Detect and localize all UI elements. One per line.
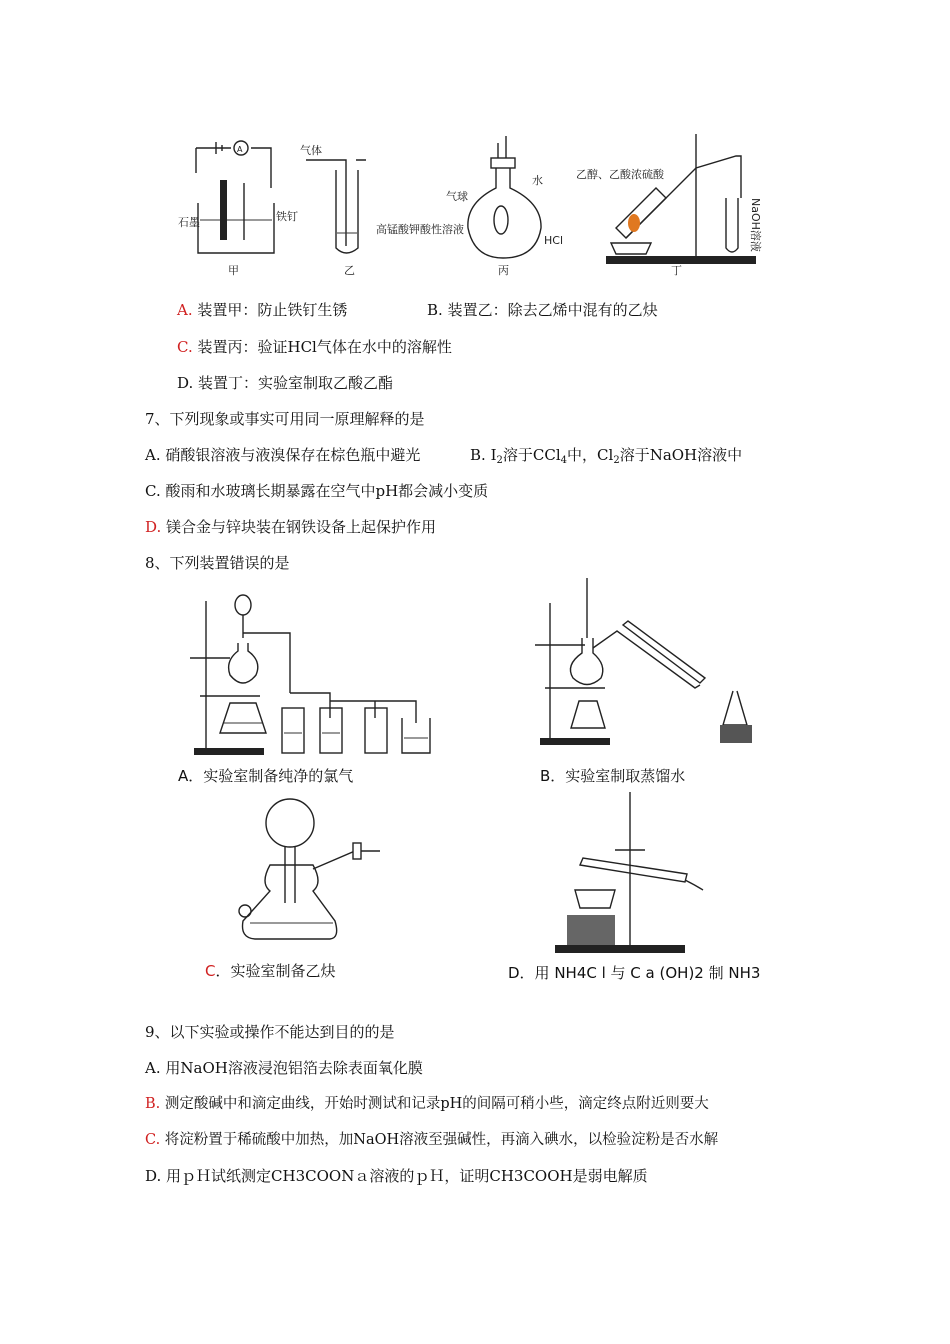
q7-option-d-letter: D.: [145, 518, 162, 536]
q7-stem: 7、下列现象或事实可用同一原理解释的是: [145, 410, 425, 428]
q9-option-d-text: 用ｐＨ试纸测定CH3COONａ溶液的ｐＨ，证明CH3COOH是弱电解质: [166, 1167, 648, 1185]
apparatus-bing: [446, 128, 576, 278]
q9-option-a-letter: A.: [145, 1059, 161, 1077]
q6-option-d-letter: D.: [177, 374, 194, 392]
q6-option-a-text: 装置甲：防止铁钉生锈: [197, 301, 348, 319]
apparatus-ding: [576, 128, 776, 278]
q7-option-b-letter: B.: [470, 446, 486, 464]
q8-caption-d: D．用 NH4C l 与 C a (OH)2 制 NH3: [508, 964, 761, 982]
apparatus-q8-a: [190, 593, 440, 758]
bing-label-balloon: 气球: [446, 190, 468, 203]
q7-option-d-text: 镁合金与锌块装在钢铁设备上起保护作用: [166, 518, 437, 536]
q6-option-b-text: 装置乙：除去乙烯中混有的乙炔: [447, 301, 658, 319]
figure-strip-top: [176, 128, 776, 278]
q9-option-c-letter: C.: [145, 1132, 161, 1148]
q7-option-a: [145, 445, 420, 465]
jia-label-left: 石墨: [178, 216, 200, 229]
q9-option-a-text: 用NaOH溶液浸泡铝箔去除表面氧化膜: [165, 1059, 423, 1077]
q7-option-b-text-2: 溶于CCl: [502, 446, 561, 464]
q8-caption-b: B．实验室制取蒸馏水: [540, 767, 686, 785]
q8-caption-c: [205, 960, 336, 981]
q9-option-c-text: 将淀粉置于稀硫酸中加热，加NaOH溶液至强碱性，再滴入碘水，以检验淀粉是否水解: [164, 1132, 719, 1148]
apparatus-jia: [176, 128, 298, 278]
q9-option-a: [145, 1058, 423, 1078]
q7-option-c-letter: C.: [145, 482, 161, 500]
q7-option-a-text: 硝酸银溶液与液溴保存在棕色瓶中避光: [165, 446, 421, 464]
q7-option-c: [145, 481, 488, 501]
q6-option-d-text: 装置丁：实验室制取乙酸乙酯: [198, 374, 394, 392]
bing-label-water: 水: [532, 174, 543, 187]
bing-name: 丙: [498, 264, 509, 277]
q9-option-d-letter: D.: [145, 1167, 162, 1185]
q8-caption-c-letter: C: [205, 962, 216, 980]
q6-option-c-text: 装置丙：验证HCl气体在水中的溶解性: [197, 338, 452, 356]
q7-option-a-letter: A.: [145, 446, 161, 464]
apparatus-q8-b: [535, 573, 765, 748]
q7-option-b-text-3: 中，Cl: [567, 446, 614, 464]
q6-option-c-letter: C.: [177, 338, 193, 356]
ding-label-naoh: NaOH溶液: [749, 198, 762, 252]
q9-option-c: [145, 1130, 718, 1150]
yi-label-gas: 气体: [300, 144, 322, 157]
q7-option-b-text-4: 溶于NaOH溶液中: [619, 446, 743, 464]
apparatus-q8-c: [235, 793, 385, 943]
q6-option-b: [427, 300, 658, 320]
ding-label-reagents: 乙醇、乙酸浓硫酸: [576, 168, 664, 181]
q9-option-d: [145, 1166, 648, 1186]
q6-option-a: [177, 300, 347, 320]
q7-option-c-text: 酸雨和水玻璃长期暴露在空气中pH都会减小变质: [165, 482, 489, 500]
jia-name: 甲: [228, 264, 239, 277]
q9-stem: 9、以下实验或操作不能达到目的的是: [145, 1023, 395, 1041]
q7-option-b-sub-2: 4: [560, 455, 568, 466]
svg-text:A: A: [237, 145, 243, 154]
q7-option-d: [145, 517, 436, 537]
apparatus-q8-d: [555, 790, 705, 960]
yi-label-solution: 高锰酸钾酸性溶液: [376, 223, 464, 236]
q7-option-b-sub-3: 2: [613, 455, 620, 466]
ding-name: 丁: [671, 264, 682, 277]
q8-caption-a: A．实验室制备纯净的氯气: [178, 767, 354, 785]
q6-option-d: [177, 373, 393, 393]
q6-option-c: [177, 337, 452, 357]
q7-option-b-sub-1: 2: [496, 455, 503, 466]
q7-option-b: [470, 445, 742, 465]
q6-option-b-letter: B.: [427, 301, 443, 319]
q8-caption-c-text: ．实验室制备乙炔: [215, 962, 336, 980]
q8-stem: 8、下列装置错误的是: [145, 554, 290, 572]
jia-label-right: 铁钉: [276, 210, 298, 223]
q7-option-b-text-1: I: [490, 446, 497, 464]
bing-label-gas: HCl: [544, 234, 564, 247]
q9-option-b-letter: B.: [145, 1096, 161, 1112]
q6-option-a-letter: A.: [177, 301, 193, 319]
yi-name: 乙: [344, 264, 355, 277]
q9-option-b: [145, 1094, 709, 1114]
q9-option-b-text: 测定酸碱中和滴定曲线，开始时测试和记录pH的间隔可稍小些，滴定终点附近则要大: [164, 1096, 709, 1112]
